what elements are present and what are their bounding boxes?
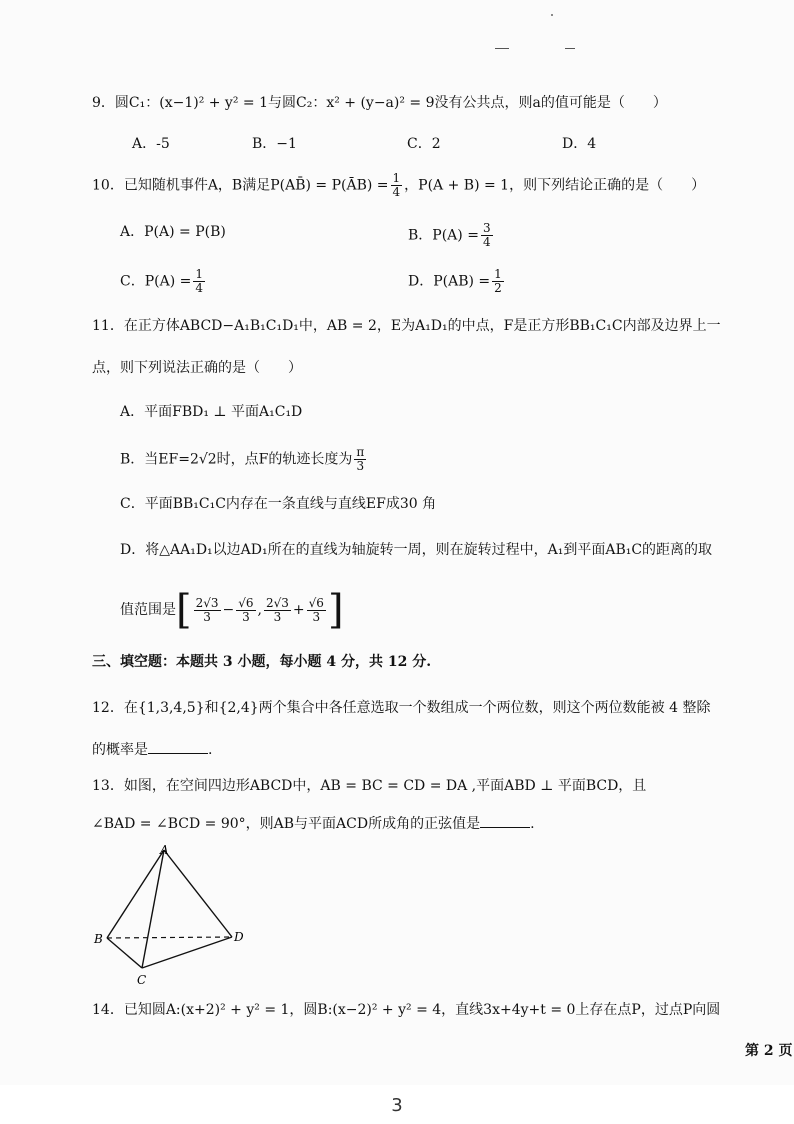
q11-range: 值范围是[ $\frac{2√3}{3}$ − $\frac{√6}{3}$ , $\frac{2√3}{3}$ + $\frac{√6}{3}$ ] bbox=[120, 587, 344, 633]
fraction-denominator: 3 bbox=[242, 609, 250, 624]
tetrahedron-figure bbox=[90, 840, 250, 990]
range-fraction-2 bbox=[236, 597, 255, 624]
q13-text: ∠BAD = ∠BCD = 90°，则AB与平面ACD所成角的正弦值是 bbox=[92, 816, 481, 832]
edge-cd bbox=[142, 937, 232, 968]
q14-line1: 14．已知圆A:(x+2)² + y² = 1，圆B:(x−2)² + y² = 4，直线3x+4y+t = 0上存在点P，过点P向圆 bbox=[92, 1002, 721, 1018]
q10-stem-after: ，P(A + B) = 1，则下列结论正确的是（ ） bbox=[404, 177, 706, 194]
vertex-label-d: D bbox=[234, 930, 244, 944]
option-text: B．P(A) = bbox=[408, 227, 479, 244]
vertex-label-b: B bbox=[94, 932, 103, 946]
fraction-denominator: 4 bbox=[195, 281, 203, 295]
q10-stem bbox=[92, 172, 705, 199]
scan-mark bbox=[495, 48, 509, 49]
option-fraction bbox=[354, 446, 366, 473]
q12-period: . bbox=[208, 742, 213, 758]
left-bracket: [ bbox=[176, 587, 192, 633]
q9-option-a: A．-5 bbox=[132, 136, 170, 152]
q9-option-b: B．−1 bbox=[252, 136, 297, 152]
fraction-denominator: 3 bbox=[312, 609, 321, 624]
range-label: 值范围是 bbox=[120, 602, 176, 618]
q10-stem-before: 10．已知随机事件A，B满足P(AB̄) = P(ĀB) = bbox=[92, 177, 389, 194]
q13-line1: 13．如图，在空间四边形ABCD中，AB = BC = CD = DA ,平面ABD ⊥ 平面BCD，且 bbox=[92, 778, 647, 794]
q10-option-c bbox=[120, 268, 207, 295]
q9-stem: 9．圆C₁：(x−1)² + y² = 1与圆C₂：x² + (y−a)² = 9没有公共点，则a的值可能是（ ） bbox=[92, 95, 667, 111]
option-text: C．P(A) = bbox=[120, 273, 192, 290]
option-fraction bbox=[481, 222, 493, 249]
q10-option-b bbox=[408, 222, 495, 249]
range-fraction-3 bbox=[264, 597, 291, 624]
q13-line2 bbox=[92, 814, 535, 834]
option-fraction bbox=[193, 268, 205, 295]
fraction-numerator: 1 bbox=[494, 267, 502, 281]
q10-option-a: A．P(A) = P(B) bbox=[120, 224, 226, 240]
fraction-numerator: 1 bbox=[392, 171, 401, 185]
fraction-denominator: 3 bbox=[273, 609, 282, 624]
q11-stem-line1: 11．在正方体ABCD−A₁B₁C₁D₁中，AB = 2，E为A₁D₁的中点，F是正方形BB₁C₁C内部及边界上一 bbox=[92, 318, 721, 334]
fraction-numerator: 2√3 bbox=[266, 595, 289, 610]
fraction-denominator: 2 bbox=[494, 281, 502, 295]
page-mark: 第 2 页 bbox=[745, 1043, 793, 1059]
section-heading: 三、填空题：本题共 3 小题，每小题 4 分，共 12 分. bbox=[92, 654, 432, 670]
q11-option-d: D．将△AA₁D₁以边AD₁所在的直线为轴旋转一周，则在旋转过程中，A₁到平面AB₁C的距离的取 bbox=[120, 542, 713, 558]
q10-option-d bbox=[408, 268, 506, 295]
fraction-numerator: π bbox=[356, 445, 365, 459]
fraction-numerator: 1 bbox=[195, 267, 203, 281]
q9-option-d: D．4 bbox=[562, 136, 597, 152]
fraction-denominator: 4 bbox=[482, 235, 491, 249]
fraction-numerator: √6 bbox=[238, 595, 254, 610]
q13-period: . bbox=[530, 816, 535, 832]
scan-mark bbox=[565, 48, 575, 49]
page-number: 3 bbox=[391, 1095, 403, 1116]
range-fraction-4 bbox=[307, 597, 326, 624]
option-text: D．P(AB) = bbox=[408, 273, 491, 290]
q11-option-c: C．平面BB₁C₁C内存在一条直线与直线EF成30 角 bbox=[120, 496, 437, 512]
fraction-numerator: 2√3 bbox=[195, 595, 219, 610]
fraction-numerator: 3 bbox=[482, 221, 491, 235]
edge-bc bbox=[107, 938, 142, 968]
edge-ad bbox=[164, 850, 232, 937]
option-text: B．当EF=2√2时，点F的轨迹长度为 bbox=[120, 451, 353, 468]
fraction-denominator: 4 bbox=[392, 185, 401, 199]
fraction-numerator: √6 bbox=[308, 595, 324, 610]
q9-option-c: C．2 bbox=[407, 136, 441, 152]
q12-line1: 12．在{1,3,4,5}和{2,4}两个集合中各任意选取一个数组成一个两位数，则这个两位数能被 4 整除 bbox=[92, 700, 711, 716]
vertex-label-a: A bbox=[160, 843, 169, 857]
option-fraction bbox=[492, 268, 504, 295]
fraction-denominator: 3 bbox=[203, 609, 211, 624]
range-fraction-1 bbox=[194, 597, 221, 624]
q12-line2 bbox=[92, 740, 212, 760]
edge-bd-hidden bbox=[107, 937, 232, 938]
scan-mark bbox=[551, 14, 553, 16]
q11-option-a: A．平面FBD₁ ⊥ 平面A₁C₁D bbox=[120, 404, 303, 420]
answer-blank[interactable] bbox=[148, 741, 208, 754]
fraction-denominator: 3 bbox=[356, 459, 365, 473]
answer-blank[interactable] bbox=[480, 815, 530, 828]
q11-option-b bbox=[120, 446, 368, 473]
q10-fraction bbox=[391, 172, 403, 199]
right-bracket: ] bbox=[327, 587, 344, 633]
vertex-label-c: C bbox=[137, 973, 147, 987]
q12-text: 的概率是 bbox=[92, 742, 148, 758]
q11-stem-line2: 点，则下列说法正确的是（ ） bbox=[92, 360, 302, 376]
